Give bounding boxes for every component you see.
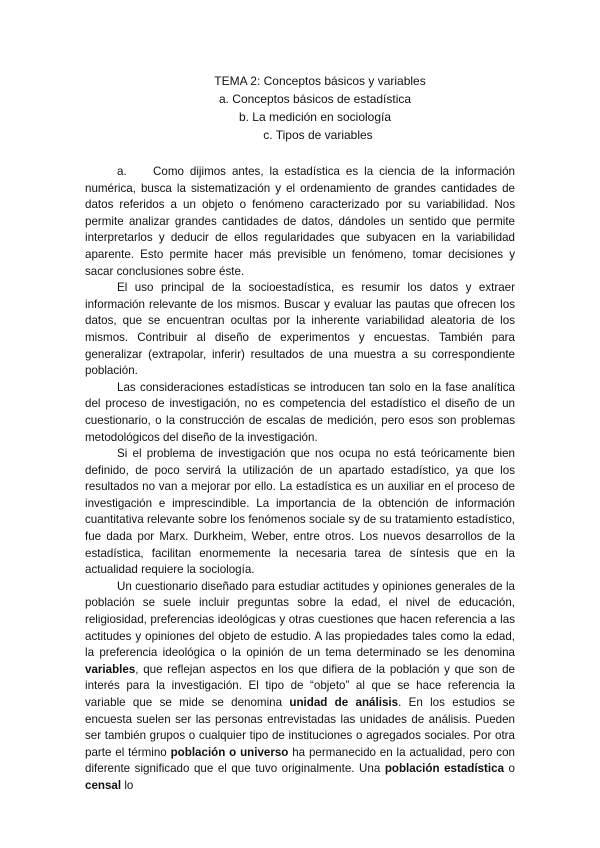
p5-text-3: . En los estudios se encuesta suelen ser las personas entrevistadas las unidades de análisis. Pueden ser también grupos o cualquier tipo de instituciones o agregados sociales. Por otra parte el término — [85, 696, 515, 759]
term-variables: variables — [85, 662, 136, 676]
p5-text-6: lo — [121, 778, 134, 792]
p5-text-1: Un cuestionario diseñado para estudiar actitudes y opiniones generales de la población se suele incluir preguntas sobre la edad, el nivel de educación, religiosidad, preferencias ideológicas y otras cuestiones que hacen referencia a las actitudes y opiniones del objeto de estudio. A las propiedades tales como la edad, la preferencia ideológica o la opinión de un tema determinado se les denomina — [85, 579, 515, 660]
document-title: TEMA 2: Conceptos básicos y variables — [214, 74, 426, 88]
p5-text-2: , que reflejan aspectos en los que difiera de la población y que son de interés para la investigación. El tipo de “objeto” al que se hace referencia la variable que se mide se denomina — [85, 662, 515, 709]
term-poblacion-o-universo: población o universo — [170, 745, 289, 759]
paragraph-4: Si el problema de investigación que nos ocupa no está teóricamente bien definido, de poco servirá la utilización de un apartado estadístico, ya que los resultados no van a mejorar por ello. La estadística es un auxiliar en el proceso de investigación e imprescindible. La importancia de la obtención de información cuantitativa relevante sobre los fenómenos sociale sy de su tratamiento estadístico, fue dada por Marx. Durkheim, Weber, entre otros. Los nuevos desarrollos de la estadística, facilitan enormemente la necesaria tarea de síntesis que en la actualidad requiere la sociología. — [85, 447, 515, 577]
outline-item-b: b. La medición en sociología — [238, 110, 392, 124]
paragraph-5 — [85, 579, 515, 795]
p5-text-4: ha permanecido en la actualidad, pero con diferente significado que el que tuvo originalmente. Una — [85, 745, 515, 776]
document-body — [85, 164, 515, 795]
paragraph-1 — [85, 164, 515, 280]
paragraph-2: El uso principal de la socioestadística, es resumir los datos y extraer información relevante de los mismos. Buscar y evaluar las pautas que ofrecen los datos, que se encuentran ocultas por la inherente variabilidad aleatoria de los mismos. Contribuir al diseño de experimentos y encuestas. También para generalizar (extrapolar, inferir) resultados de una muestra a su correspondiente población. — [85, 281, 515, 378]
term-censal: censal — [85, 778, 122, 792]
section-marker: a. — [117, 165, 127, 178]
paragraph-3: Las consideraciones estadísticas se introducen tan solo en la fase analítica del proceso de investigación, no es competencia del estadístico el diseño de un cuestionario, o la construcción de escalas de medición, pero esos son problemas metodológicos del diseño de la investigación. — [85, 380, 515, 444]
outline-item-c: c. Tipos de variables — [263, 128, 373, 142]
p5-text-5: o — [504, 762, 516, 776]
paragraph-1-text: Como dijimos antes, la estadística es la ciencia de la información numérica, busca la sistematización y el ordenamiento de grandes cantidades de datos referidos a un objeto o fenómeno caracterizado por su variabilidad. Nos permite analizar grandes cantidades de datos, dándoles un sentido que permite interpretarlos y deducir de ellos regularidades que subyacen en la variabilidad aparente. Esto permite hacer más previsible un fenómeno, tomar decisiones y sacar conclusiones sobre éste. — [85, 165, 515, 278]
outline-item-a: a. Conceptos básicos de estadística — [218, 92, 412, 106]
term-poblacion-estadistica: población estadística — [384, 762, 505, 776]
document-heading — [85, 72, 515, 144]
term-unidad-de-analisis: unidad de análisis — [289, 696, 399, 709]
